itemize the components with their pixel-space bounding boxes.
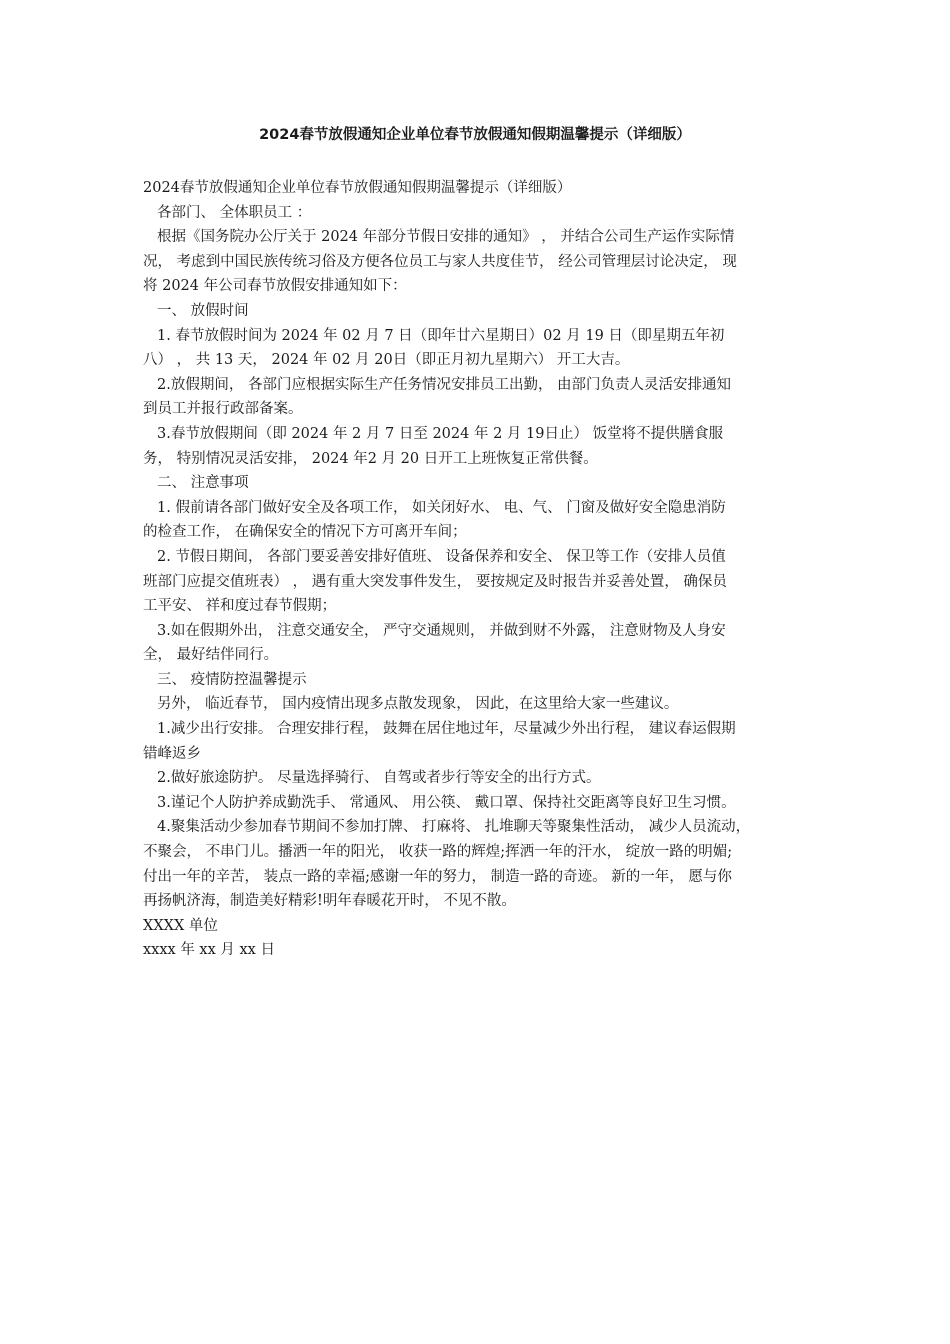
document-line: xxxx 年 xx 月 xx 日 — [143, 942, 275, 959]
document-line: 1. 春节放假时间为 2024 年 02 月 7 日（即年廿六星期日）02 月 19 日（即星期五年初 — [157, 327, 725, 344]
document-line: 错峰返乡 — [143, 745, 201, 762]
document-line: 2024春节放假通知企业单位春节放假通知假期温馨提示（详细版） — [143, 180, 572, 196]
document-title: 2024春节放假通知企业单位春节放假通知假期温馨提示（详细版） — [259, 127, 691, 143]
document-line: 三、 疫情防控温馨提示 — [157, 671, 307, 688]
document-line: 另外， 临近春节， 国内疫情出现多点散发现象， 因此，在这里给大家一些建议。 — [157, 696, 679, 713]
document-line: 况， 考虑到中国民族传统习俗及方便各位员工与家人共度佳节， 经公司管理层讨论决定， 现 — [143, 253, 737, 270]
document-line: 不聚会， 不串门儿。播洒一年的阳光， 收获一路的辉煌;挥洒一年的汗水， 绽放一路的明媚; — [143, 844, 733, 861]
document-line: 3.如在假期外出， 注意交通安全， 严守交通规则， 并做到财不外露， 注意财物及人身安 — [157, 622, 726, 639]
document-line: 全， 最好结伴同行。 — [143, 647, 279, 664]
document-line: 二、 注意事项 — [157, 475, 249, 492]
document-line: 到员工并报行政部备案。 — [143, 401, 303, 418]
document-line: 根据《国务院办公厅关于 2024 年部分节假日安排的通知》 ， 并结合公司生产运作实际情 — [157, 229, 735, 246]
document-line: 2.放假期间， 各部门应根据实际生产任务情况安排员工出勤， 由部门负责人灵活安排通知 — [157, 376, 732, 393]
document-line: 4.聚集活动少参加春节期间不参加打牌、 打麻将、 扎堆聊天等聚集性活动， 减少人员流动， — [157, 819, 751, 836]
document-line: 各部门、 全体职员工 ： — [157, 204, 312, 221]
document-line: 一、 放假时间 — [157, 302, 249, 319]
document-line: 八） ， 共 13 天， 2024 年 02 月 20日（即正月初九星期六） 开工大吉。 — [143, 352, 630, 369]
document-line: 付出一年的辛苦， 装点一路的幸福;感谢一年的努力， 制造一路的奇迹。 新的一年， 愿与你 — [143, 868, 732, 885]
document-line: 将 2024 年公司春节放假安排通知如下： — [143, 278, 407, 295]
document-line: XXXX 单位 — [143, 917, 218, 934]
document-line: 1. 假前请各部门做好安全及各项工作， 如关闭好水、 电、气、 门窗及做好安全隐患消防 — [157, 499, 726, 516]
document-line: 2.做好旅途防护。 尽量选择骑行、 自驾或者步行等安全的出行方式。 — [157, 770, 601, 787]
document-line: 1.减少出行安排。 合理安排行程， 鼓舞在居住地过年，尽量减少外出行程， 建议春运假期 — [157, 721, 736, 738]
document-line: 2. 节假日期间， 各部门要妥善安排好值班、 设备保养和安全、 保卫等工作（安排人员值 — [157, 548, 726, 565]
document-line: 的检查工作， 在确保安全的情况下方可离开车间； — [143, 524, 467, 541]
document-line: 3.春节放假期间（即 2024 年 2 月 7 日至 2024 年 2 月 19日止） 饭堂将不提供膳食服 — [157, 425, 724, 442]
document-line: 工平安、 祥和度过春节假期； — [143, 598, 337, 615]
document-line: 务， 特别情况灵活安排， 2024 年2 月 20 日开工上班恢复正常供餐。 — [143, 450, 598, 467]
document-line: 班部门应提交值班表） ， 遇有重大突发事件发生， 要按规定及时报告并妥善处置， 确保员 — [143, 573, 727, 590]
document-body — [143, 176, 811, 963]
document-line: 再扬帆济海，制造美好精彩!明年春暖花开时， 不见不散。 — [143, 893, 516, 910]
document-line: 3.谨记个人防护养成勤洗手、 常通风、 用公筷、 戴口罩、保持社交距离等良好卫生习惯。 — [157, 794, 736, 811]
